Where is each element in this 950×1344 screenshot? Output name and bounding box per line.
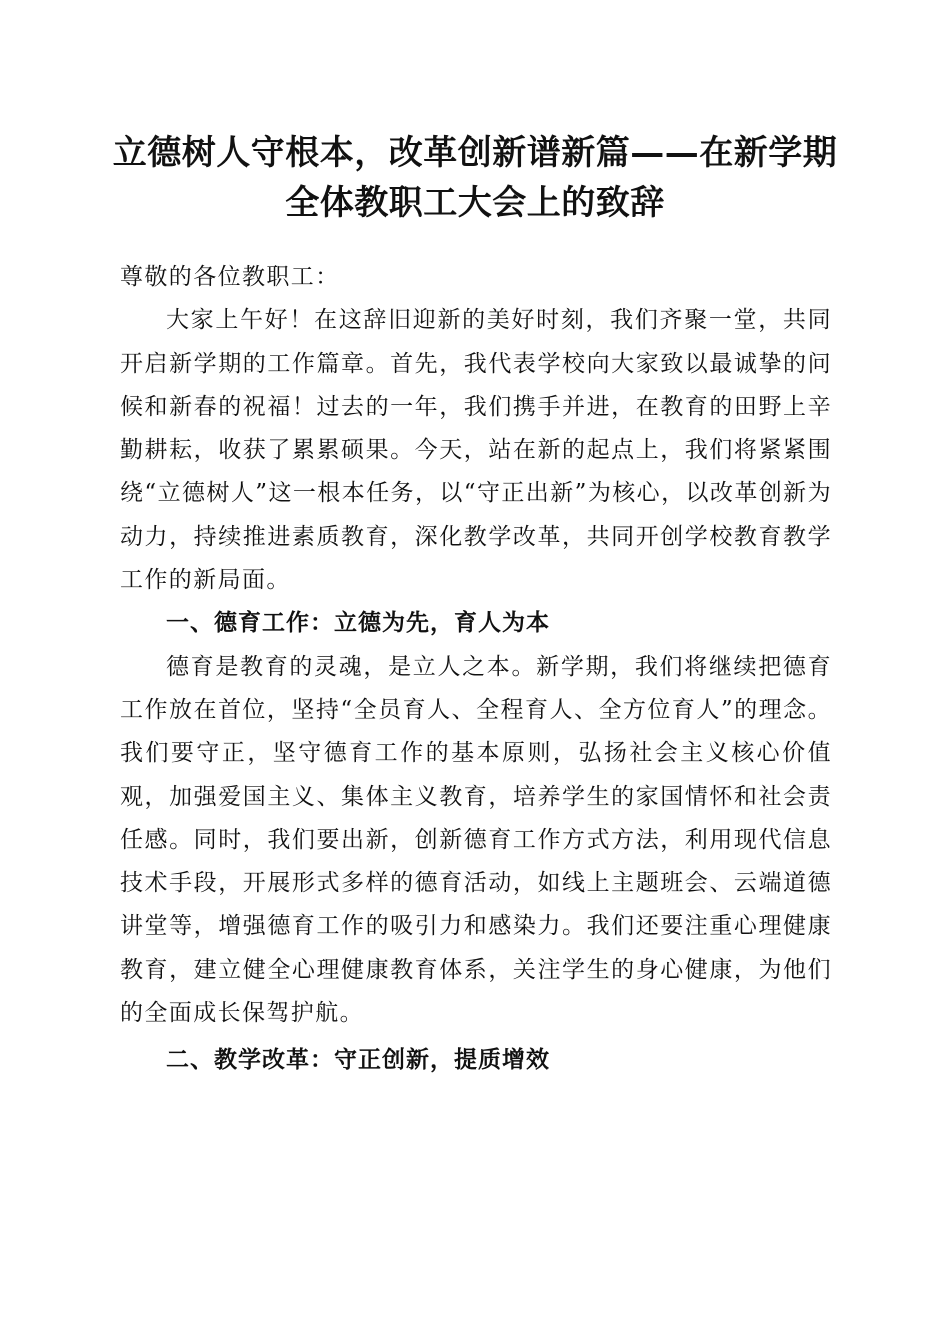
document-title: 立德树人守根本，改革创新谱新篇——在新学期全体教职工大会上的致辞 <box>112 133 838 223</box>
intro-paragraph: 大家上午好！在这辞旧迎新的美好时刻，我们齐聚一堂，共同开启新学期的工作篇章。首先，我代表学校向大家致以最诚挚的问候和新春的祝福！过去的一年，我们携手并进，在教育的田野上辛勤耕耘，收获了累累硕果。今天，站在新的起点上，我们将紧紧围绕“立德树人”这一根本任务，以“守正出新”为核心，以改革创新为动力，持续推进素质教育，深化教学改革，共同开创学校教育教学工作的新局面。 <box>120 307 832 594</box>
section-heading-moral-education: 一、德育工作：立德为先，育人为本 <box>166 610 550 637</box>
salutation: 尊敬的各位教职工： <box>120 264 340 290</box>
document-body <box>120 256 832 1083</box>
moral-education-paragraph: 德育是教育的灵魂，是立人之本。新学期，我们将继续把德育工作放在首位，坚持“全员育人、全程育人、全方位育人”的理念。我们要守正，坚守德育工作的基本原则，弘扬社会主义核心价值观，加强爱国主义、集体主义教育，培养学生的家国情怀和社会责任感。同时，我们要出新，创新德育工作方式方法，利用现代信息技术手段，开展形式多样的德育活动，如线上主题班会、云端道德讲堂等，增强德育工作的吸引力和感染力。我们还要注重心理健康教育，建立健全心理健康教育体系，关注学生的身心健康，为他们的全面成长保驾护航。 <box>120 653 832 1027</box>
section-heading-teaching-reform: 二、教学改革：守正创新，提质增效 <box>166 1047 550 1074</box>
